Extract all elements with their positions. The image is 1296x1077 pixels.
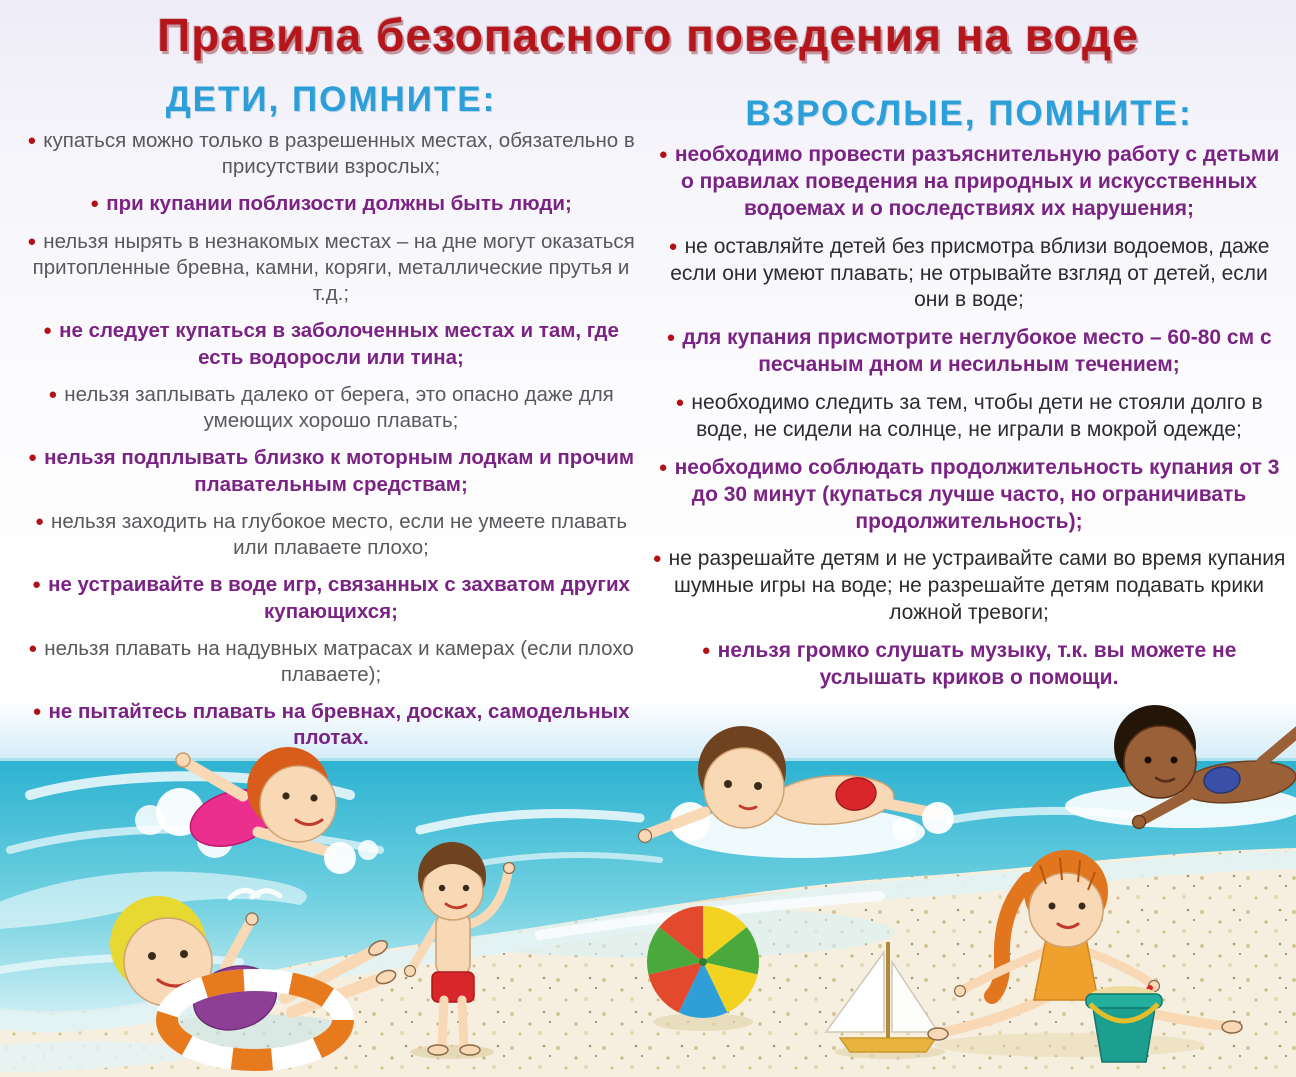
rule-text: для купания присмотрите неглубокое место – 60-80 см с песчаным дном и несильным течением; (682, 326, 1272, 377)
rule-item (22, 128, 640, 180)
rule-item (22, 318, 640, 370)
bullet-icon: ● (666, 329, 676, 347)
bullet-icon: ● (27, 132, 37, 149)
adults-rules-list (652, 142, 1286, 692)
bullet-icon: ● (48, 385, 58, 403)
rule-item (652, 325, 1286, 379)
bullet-icon: ● (32, 703, 42, 721)
rule-item (652, 455, 1286, 536)
rule-text: не устраивайте в воде игр, связанных с захватом других купающихся; (48, 573, 630, 623)
rule-text: нельзя подплывать близко к моторным лодкам и прочим плавательным средствам; (44, 446, 634, 496)
rule-item (22, 572, 640, 624)
rule-item (652, 142, 1286, 223)
rule-item (22, 229, 640, 308)
bullet-icon: ● (658, 458, 668, 476)
bullet-icon: ● (675, 394, 685, 411)
rule-item (652, 546, 1286, 627)
children-column-header: ДЕТИ, ПОМНИТЕ: (165, 80, 497, 119)
bullet-icon: ● (652, 550, 662, 568)
children-rules-list (22, 128, 640, 752)
rule-text: нельзя плавать на надувных матрасах и камерах (если плохо плаваете); (44, 636, 634, 686)
rule-text: необходимо провести разъяснительную работу с детьми о правилах поведения на природных и искусственных водоемах и о последствиях их нарушения; (674, 143, 1280, 220)
rule-text: нельзя громко слушать музыку, т.к. вы можете не услышать криков о помощи. (717, 639, 1237, 689)
adults-column-header: ВЗРОСЛЫЕ, ПОМНИТЕ: (745, 94, 1193, 133)
rule-item (22, 509, 640, 561)
children-column (22, 80, 640, 763)
rule-text: нельзя нырять в незнакомых местах – на дне могут оказаться притопленные бревна, камни, коряги, металлические прутья и т.д.; (32, 229, 635, 306)
bullet-icon: ● (34, 512, 44, 530)
poster-title: Правила безопасного поведения на воде (157, 9, 1139, 61)
rule-text: необходимо соблюдать продолжительность купания от 3 до 30 минут (купаться лучше часто, но ограничивать продолжительность); (674, 455, 1280, 533)
rule-item (22, 636, 640, 688)
adults-column (652, 94, 1286, 703)
bullet-icon: ● (658, 146, 668, 163)
bullet-icon: ● (90, 195, 100, 213)
bullet-icon: ● (27, 232, 37, 250)
bullet-icon: ● (668, 237, 678, 255)
rule-text: при купании поблизости должны быть люди; (106, 192, 572, 216)
bullet-icon: ● (32, 576, 42, 594)
rule-text: нельзя заходить на глубокое место, если не умеете плавать или плаваете плохо; (51, 509, 628, 560)
rule-item (22, 445, 640, 497)
rule-item (652, 638, 1286, 692)
rule-text: не следует купаться в заболоченных местах и там, где есть водоросли или тина; (59, 319, 619, 369)
rule-text: необходимо следить за тем, чтобы дети не стояли долго в воде, не сидели на солнце, не играли в мокрой одежде; (691, 391, 1263, 441)
rule-text: нельзя заплывать далеко от берега, это опасно даже для умеющих хорошо плавать; (64, 382, 614, 433)
bullet-icon: ● (28, 449, 38, 467)
rule-text: не разрешайте детям и не устраивайте сами во время купания шумные игры на воде; не разрешайте детям подавать крики ложной тревоги; (668, 547, 1286, 625)
rule-item (22, 699, 640, 751)
bullet-icon: ● (43, 322, 53, 340)
rule-text: не оставляйте детей без присмотра вблизи водоемов, даже если они умеют плавать; не отрывайте взгляд от детей, если они в воде; (670, 234, 1270, 312)
rule-item (652, 234, 1286, 315)
rule-text: купаться можно только в разрешенных местах, обязательно в присутствии взрослых; (43, 129, 635, 179)
bullet-icon: ● (28, 639, 38, 657)
rule-text: не пытайтесь плавать на бревнах, досках, самодельных плотах. (48, 700, 630, 750)
rule-item (22, 382, 640, 434)
rule-item (652, 390, 1286, 444)
rule-item (22, 191, 640, 217)
bullet-icon: ● (701, 642, 711, 659)
